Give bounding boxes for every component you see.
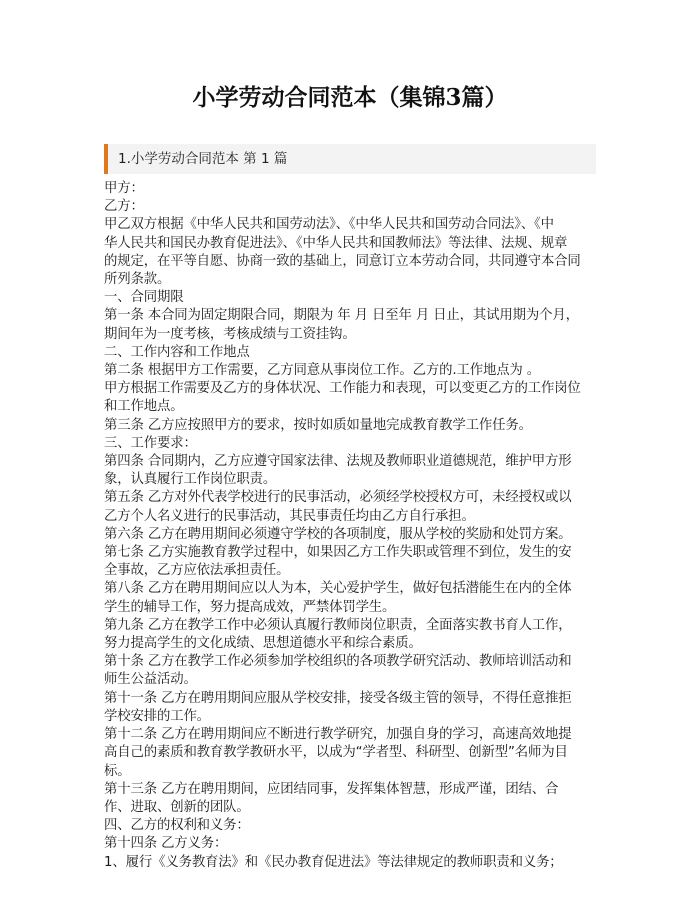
- text-line: 所列条款。: [104, 272, 171, 288]
- text-line: 第十条 乙方在教学工作必须参加学校组织的各项教学研究活动、教师培训活动和: [104, 654, 572, 670]
- text-line: 第六条 乙方在聘用期间必须遵守学校的各项制度，服从学校的奖励和处罚方案。: [104, 526, 572, 542]
- text-line: 师生公益活动。: [104, 672, 197, 688]
- section-heading-box: [104, 144, 596, 174]
- text-line: 1、履行《义务教育法》和《民办教育促进法》等法律规定的教师职责和义务；: [104, 854, 563, 870]
- text-line: 标。: [104, 763, 131, 779]
- text-line: 第一条 本合同为固定期限合同，期限为 年 月 日至年 月 日止，其试用期为个月，: [104, 308, 579, 324]
- contract-body: [104, 180, 604, 872]
- text-line: 学校安排的工作。: [104, 708, 210, 724]
- text-line: 第八条 乙方在聘用期间应以人为本，关心爱护学生，做好包括潜能生在内的全体: [104, 581, 572, 597]
- text-line: 甲乙双方根据《中华人民共和国劳动法》、《中华人民共和国劳动合同法》、《中: [104, 217, 554, 233]
- text-line: 第九条 乙方在教学工作中必须认真履行教师岗位职责，全面落实教书育人工作，: [104, 617, 572, 633]
- text-line: 一、合同期限: [104, 290, 184, 306]
- text-line: 四、乙方的权利和义务：: [104, 818, 250, 834]
- text-line: 努力提高学生的文化成绩、思想道德水平和综合素质。: [104, 636, 422, 652]
- text-line: 第七条 乙方实施教育教学过程中，如果因乙方工作失职或管理不到位，发生的安: [104, 545, 572, 561]
- text-line: 第二条 根据甲方工作需要，乙方同意从事岗位工作。乙方的.工作地点为 。: [104, 363, 541, 379]
- text-line: 全事故，乙方应依法承担责任。: [104, 563, 290, 579]
- section-heading: 1.小学劳动合同范本 第 1 篇: [118, 151, 288, 167]
- text-line: 甲方根据工作需要及乙方的身体状况、工作能力和表现，可以变更乙方的工作岗位: [104, 381, 581, 397]
- text-line: 第三条 乙方应按照甲方的要求，按时如质如量地完成教育教学工作任务。: [104, 417, 532, 433]
- text-line: 第五条 乙方对外代表学校进行的民事活动，必须经学校授权方可，未经授权或以: [104, 490, 572, 506]
- text-line: 第十四条 乙方义务：: [104, 836, 228, 852]
- document-title: 小学劳动合同范本（集锦3篇）: [192, 84, 508, 111]
- text-line: 作、进取、创新的团队。: [104, 799, 250, 815]
- text-line: 三、工作要求：: [104, 435, 197, 451]
- text-line: 和工作地点。: [104, 399, 184, 415]
- text-line: 高自己的素质和教育教学教研水平，以成为“学者型、科研型、创新型”名师为目: [104, 745, 568, 761]
- text-line: 甲方：: [104, 181, 144, 196]
- text-line: 第十二条 乙方在聘用期间应不断进行教学研究，加强自身的学习，高速高效地提: [104, 727, 572, 743]
- text-line: 学生的辅导工作，努力提高成效，严禁体罚学生。: [104, 599, 396, 615]
- text-line: 第四条 合同期内，乙方应遵守国家法律、法规及教师职业道德规范，维护甲方形: [104, 454, 572, 470]
- text-line: 乙方：: [104, 199, 144, 215]
- text-line: 的规定，在平等自愿、协商一致的基础上，同意订立本劳动合同，共同遵守本合同: [104, 253, 581, 269]
- text-line: 期间年为一度考核，考核成绩与工资挂钩。: [104, 326, 356, 342]
- text-line: 第十三条 乙方在聘用期间，应团结同事，发挥集体智慧，形成严谨，团结、合: [104, 781, 559, 797]
- text-line: 象，认真履行工作岗位职责。: [104, 472, 277, 488]
- text-line: 乙方个人名义进行的民事活动，其民事责任均由乙方自行承担。: [104, 508, 475, 524]
- text-line: 第十一条 乙方在聘用期间应服从学校安排，接受各级主管的领导，不得任意推拒: [104, 690, 572, 706]
- section-accent-bar: [104, 144, 108, 174]
- text-line: 二、工作内容和工作地点: [104, 344, 250, 360]
- text-line: 华人民共和国民办教育促进法》、《中华人民共和国教师法》等法律、法规、规章: [104, 235, 568, 251]
